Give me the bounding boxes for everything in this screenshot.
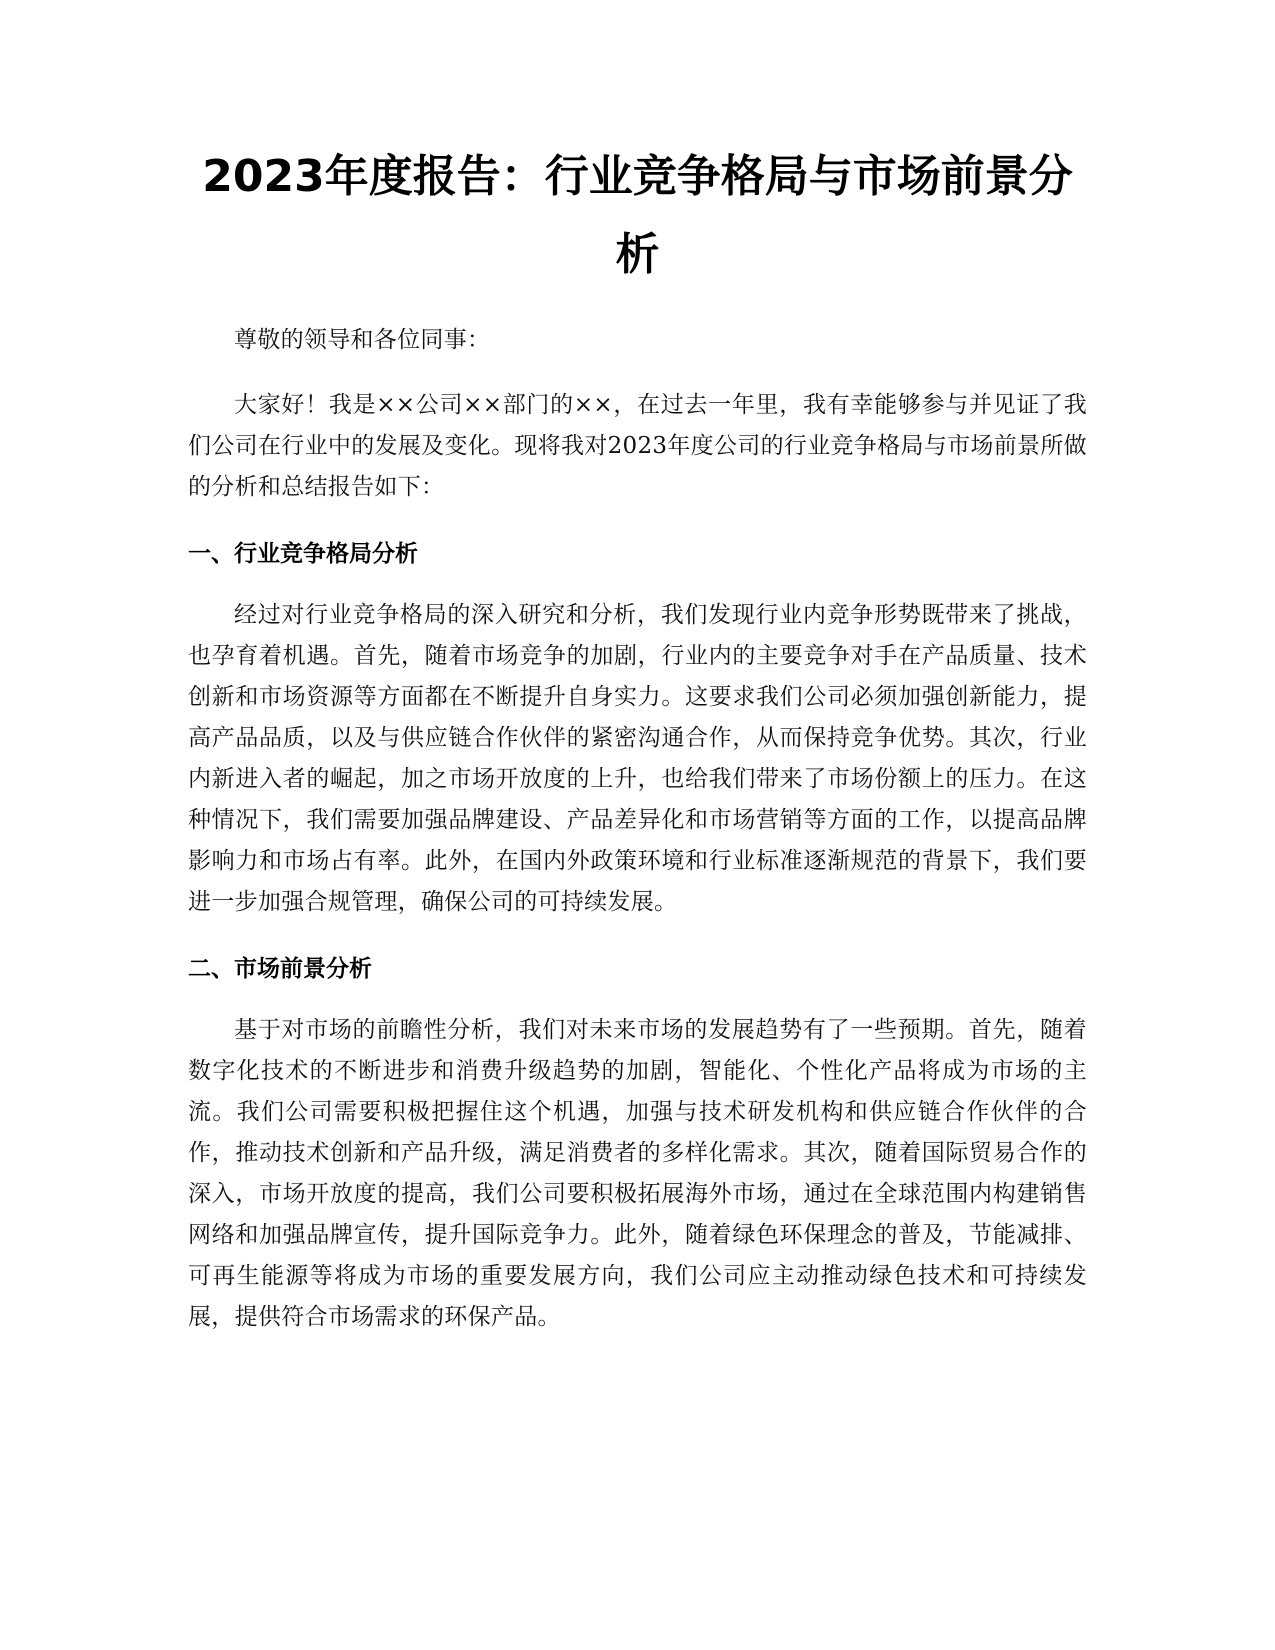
salutation: 尊敬的领导和各位同事：: [234, 327, 491, 353]
section-heading-competition: 一、行业竞争格局分析: [188, 541, 418, 567]
section-body-market-outlook: 基于对市场的前瞻性分析，我们对未来市场的发展趋势有了一些预期。首先，随着数字化技术的不断进步和消费升级趋势的加剧，智能化、个性化产品将成为市场的主流。我们公司需要积极把握住这个机遇，加强与技术研发机构和供应链合作伙伴的合作，推动技术创新和产品升级，满足消费者的多样化需求。其次，随着国际贸易合作的深入，市场开放度的提高，我们公司要积极拓展海外市场，通过在全球范围内构建销售网络和加强品牌宣传，提升国际竞争力。此外，随着绿色环保理念的普及，节能减排、可再生能源等将成为市场的重要发展方向，我们公司应主动推动绿色技术和可持续发展，提供符合市场需求的环保产品。: [188, 1017, 1087, 1330]
document-title: 2023年度报告：行业竞争格局与市场前景分析: [202, 151, 1073, 280]
section-heading-market-outlook: 二、市场前景分析: [188, 956, 372, 982]
intro-paragraph: 大家好！我是××公司××部门的××，在过去一年里，我有幸能够参与并见证了我们公司在行业中的发展及变化。现将我对2023年度公司的行业竞争格局与市场前景所做的分析和总结报告如下：: [188, 392, 1087, 500]
section-body-competition: 经过对行业竞争格局的深入研究和分析，我们发现行业内竞争形势既带来了挑战，也孕育着机遇。首先，随着市场竞争的加剧，行业内的主要竞争对手在产品质量、技术创新和市场资源等方面都在不断提升自身实力。这要求我们公司必须加强创新能力，提高产品品质，以及与供应链合作伙伴的紧密沟通合作，从而保持竞争优势。其次，行业内新进入者的崛起，加之市场开放度的上升，也给我们带来了市场份额上的压力。在这种情况下，我们需要加强品牌建设、产品差异化和市场营销等方面的工作，以提高品牌影响力和市场占有率。此外，在国内外政策环境和行业标准逐渐规范的背景下，我们要进一步加强合规管理，确保公司的可持续发展。: [188, 602, 1087, 915]
